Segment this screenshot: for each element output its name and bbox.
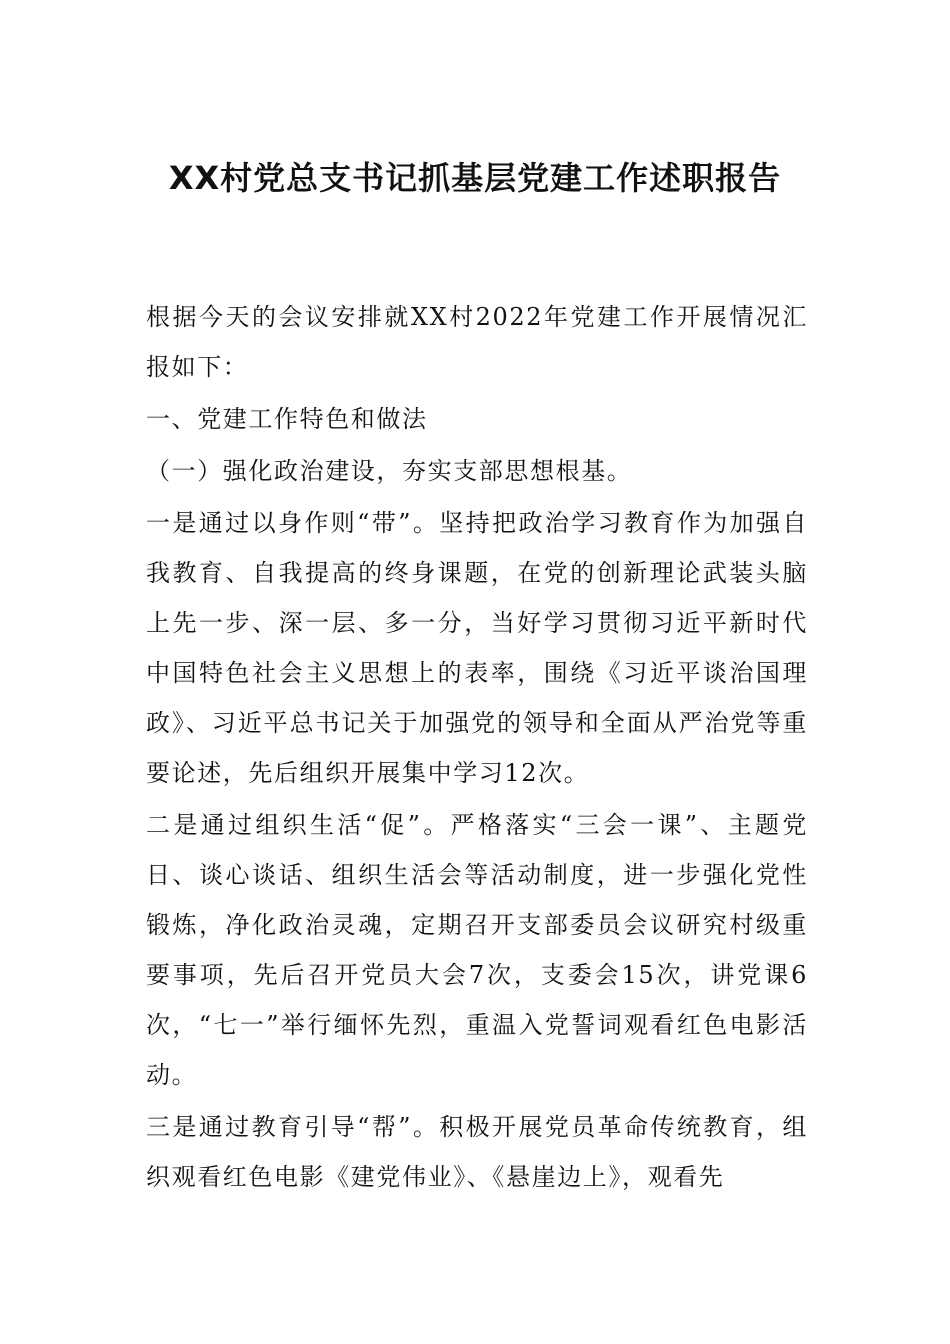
document-title: XX村党总支书记抓基层党建工作述职报告 (168, 159, 782, 197)
paragraph-point-two: 二是通过组织生活“促”。严格落实“三会一课”、主题党日、谈心谈话、组织生活会等活动制度，进一步强化党性锻炼，净化政治灵魂，定期召开支部委员会议研究村级重要事项，先后召开党员大会7次，支委会15次，讲党课6次，“七一”举行缅怀先烈，重温入党誓词观看红色电影活动。 (146, 811, 808, 1089)
paragraph-point-three: 三是通过教育引导“帮”。积极开展党员革命传统教育，组织观看红色电影《建党伟业》、《悬崖边上》，观看先 (146, 1113, 808, 1191)
paragraph-point-one: 一是通过以身作则“带”。坚持把政治学习教育作为加强自我教育、自我提高的终身课题，在党的创新理论武装头脑上先一步、深一层、多一分，当好学习贯彻习近平新时代中国特色社会主义思想上的表率，围绕《习近平谈治国理政》、习近平总书记关于加强党的领导和全面从严治党等重要论述，先后组织开展集中学习12次。 (146, 509, 808, 787)
document-body (146, 292, 808, 1204)
section-heading: 一、党建工作特色和做法 (146, 405, 428, 433)
subsection-heading: （一）强化政治建设，夯实支部思想根基。 (146, 457, 633, 485)
paragraph-intro: 根据今天的会议安排就XX村2022年党建工作开展情况汇报如下： (146, 303, 808, 381)
